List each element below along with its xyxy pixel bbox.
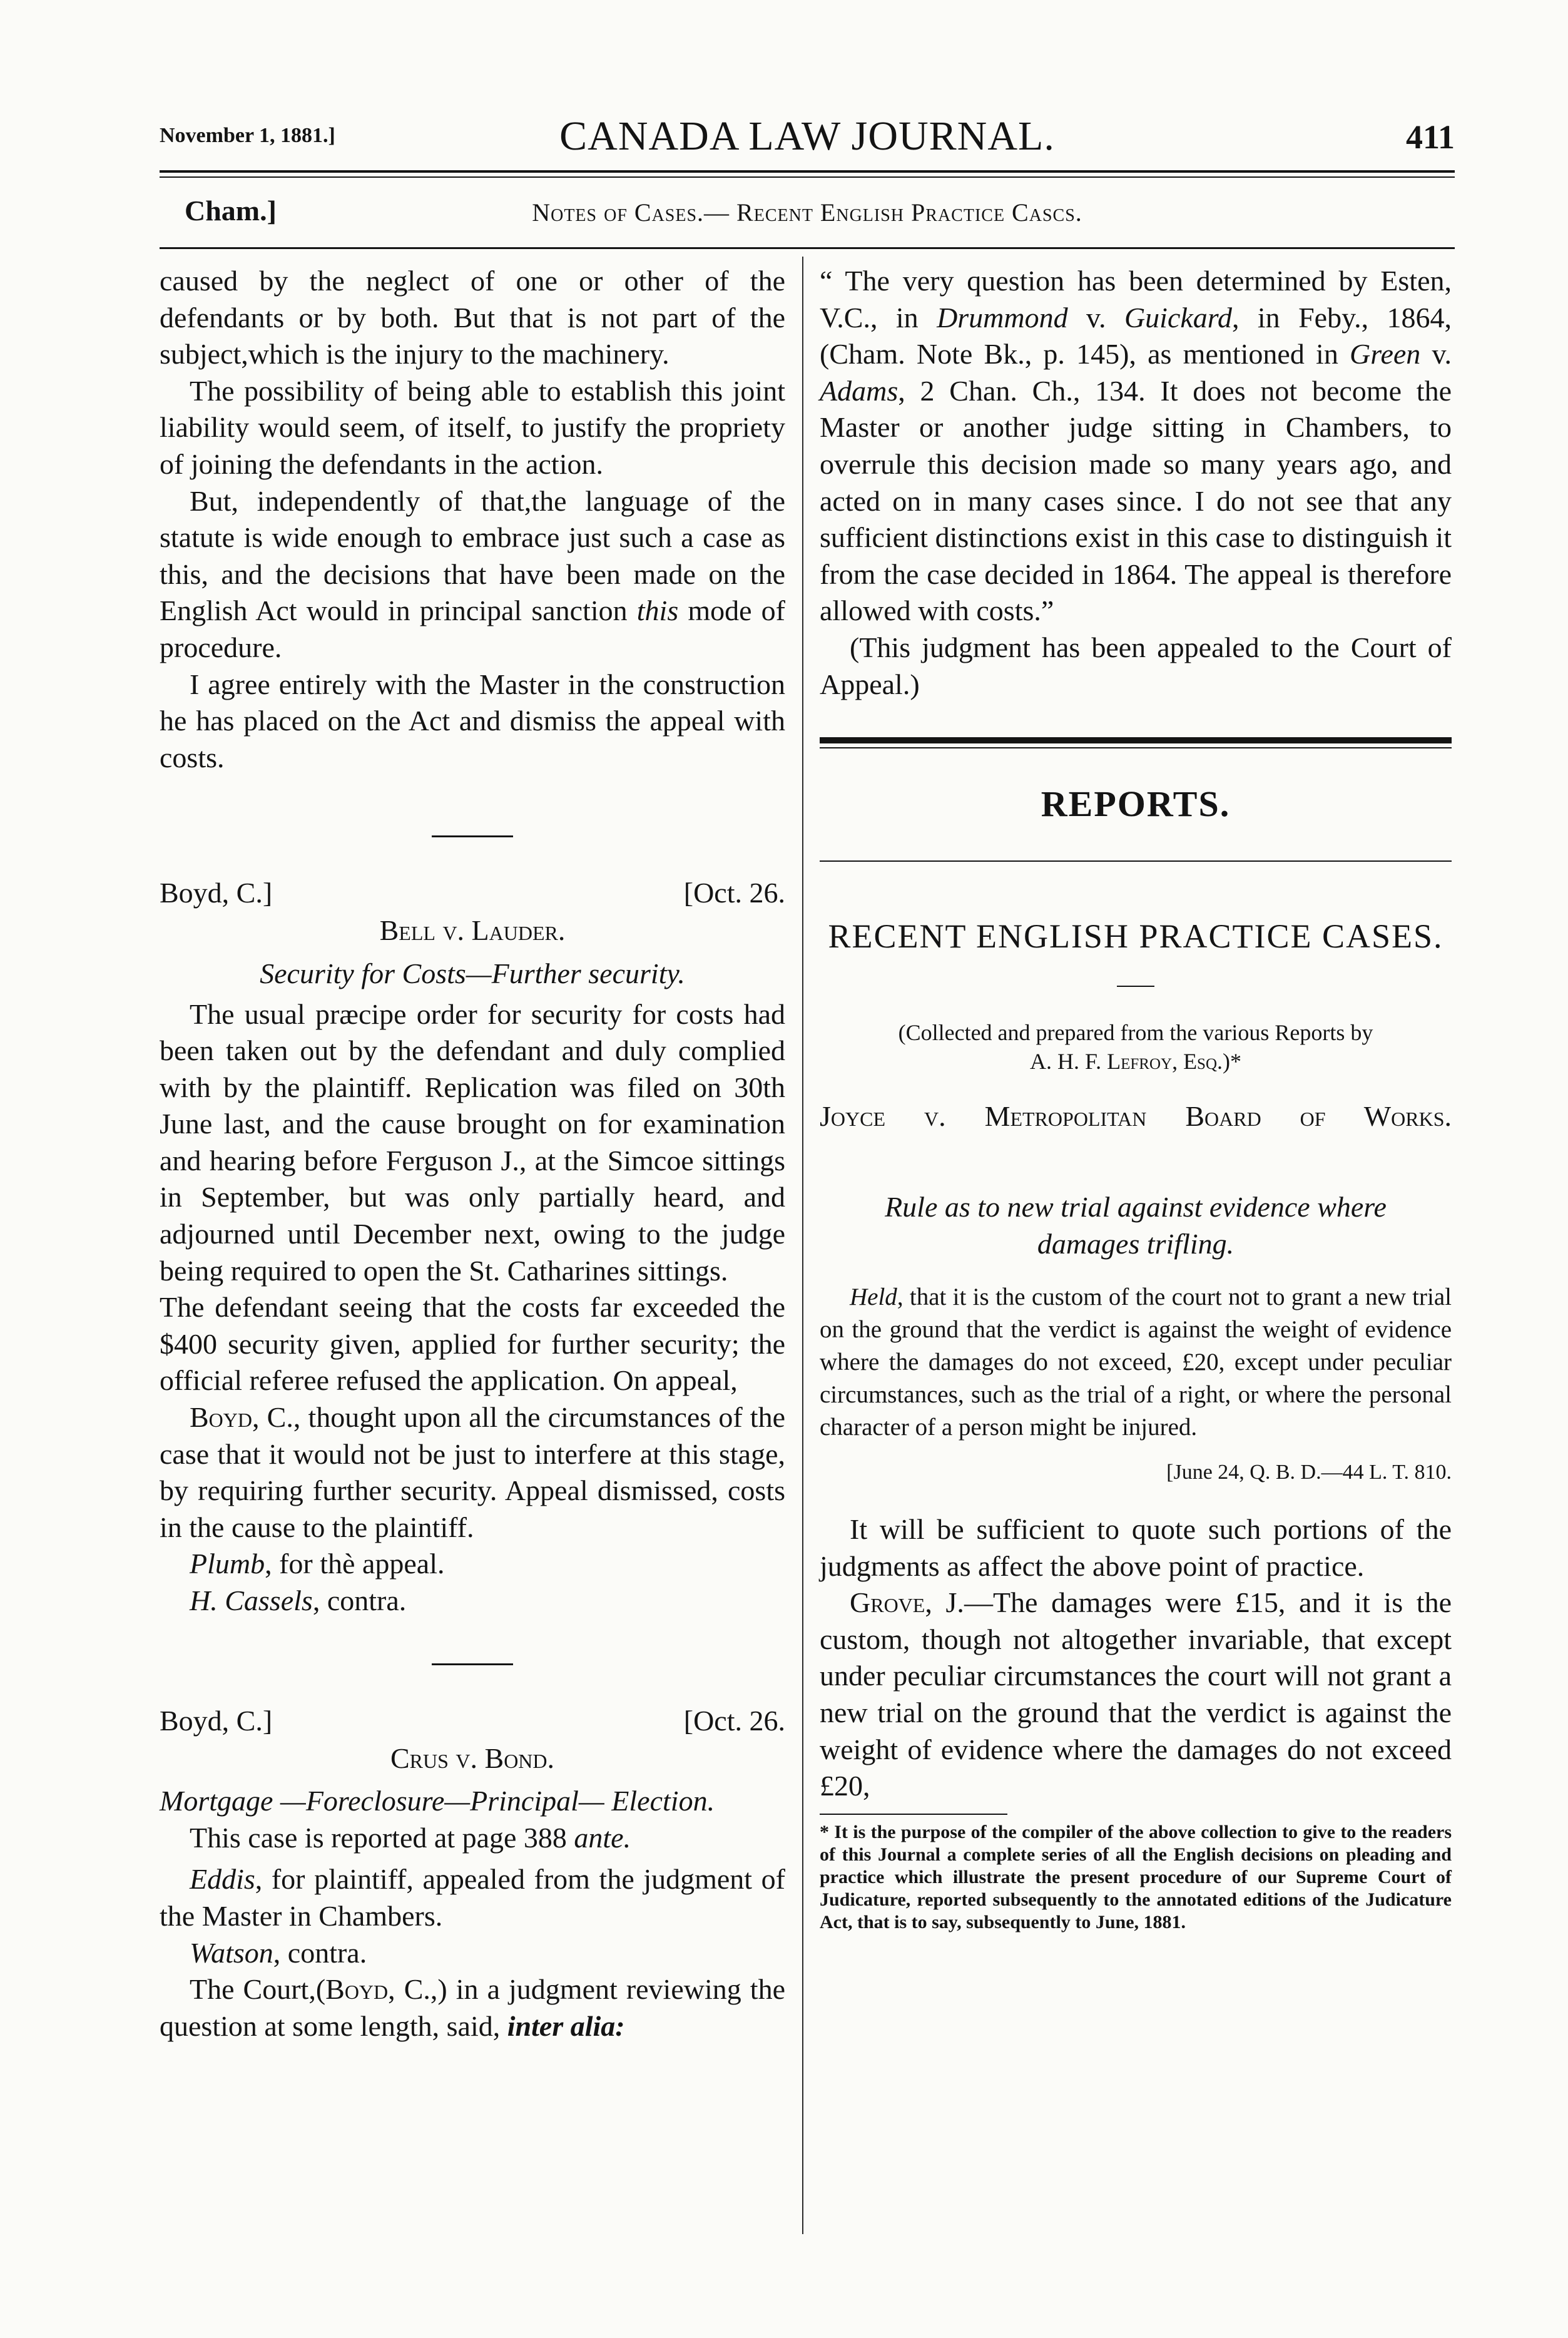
paragraph: The defendant seeing that the costs far exceeded the $400 security given, applied for further security; the official referee refused the application. On appeal, [160,1291,785,1397]
case-date: [Oct. 26. [683,877,785,909]
head-rule-thick [160,170,1455,173]
counsel-name: Watson [190,1936,273,1969]
text: But, independently of that,the language of the statute is wide enough to embrace just such a case as this, and the decisions that have been made on the English Act would in principal sanction [160,484,785,627]
text: This case is reported at page 388 [190,1821,574,1854]
collected-note: (Collected and prepared from the various Reports by [898,1020,1373,1046]
text: “ The very question has been determined by Esten, V.C., in [820,265,1452,334]
running-head [160,113,1455,163]
judge-name: Boyd, C. [190,1401,293,1434]
italic-text: this [636,595,679,627]
paragraph: I agree entirely with the Master in the construction he has placed on the Act and dismiss the appeal with costs. [160,668,785,773]
counsel-name: Eddis [190,1863,255,1896]
text: v. [1420,338,1452,370]
text: , for thè appeal. [265,1548,445,1580]
held-label: Held [850,1284,897,1311]
paragraph [160,1399,785,1546]
text: , contra. [312,1585,407,1616]
paragraph: It will be sufficient to quote such portions of the judgments as affect the above point of practice. [820,1513,1452,1582]
quotation [820,263,1452,630]
paragraph: The possibility of being able to establish this joint liability would seem, of itself, to justify the propriety of joining the defendants in the action. [160,374,785,480]
paragraph: The usual præcipe order for security for costs had been taken out by the defendant and duly complied with by the plaintiff. Replication was filed on 30th June last, and the cause brought on for examination and hearing before Ferguson J., at the Simcoe sittings in September, but was only partially heard, and adjourned until December next, owing to the judge being required to open the St. Catharines sittings. [160,998,785,1287]
counsel-line [160,1583,785,1620]
paragraph [820,1585,1452,1805]
case-title: Bell v. Lauder. [379,914,566,947]
right-column [820,263,1452,1934]
paragraph [160,483,785,666]
text: , in Feby., 1864, (Cham. Note Bk., p. 145), as mentioned in [820,301,1452,370]
column-divider [802,257,803,2234]
collected-author: A. H. F. Lefroy, Esq.)* [1029,1049,1242,1075]
text: mode of procedure. [160,595,785,663]
double-rule-thick [820,737,1452,743]
citation: [June 24, Q. B. D.—44 L. T. 810. [1166,1461,1452,1484]
case-headnote: Mortgage —Foreclosure—Principal— Election. [160,1785,715,1817]
paragraph: (This judgment has been appealed to the Court of Appeal.) [820,631,1452,700]
issue-date: November 1, 1881.] [160,124,335,147]
counsel-line [160,1546,785,1583]
judge-name: Grove, J. [850,1586,964,1619]
italic-text: ante. [574,1821,631,1854]
court-label: Cham.] [185,195,277,227]
section-title: Notes of Cases.— Recent English Practice Cascs. [532,198,1082,227]
paragraph [160,1861,785,1934]
counsel-name: H. Cassels [190,1585,313,1616]
text: , thought upon all the circumstances of the case that it would not be just to interfere at this stage, by requiring further security. Appeal dismissed, costs in the cause to the plaintiff. [160,1401,785,1543]
paragraph [160,1971,785,2044]
counsel-line [160,1935,785,1972]
case-name: Guickard [1124,301,1232,334]
text: , for plaintiff, appealed from the judgment of the Master in Chambers. [160,1863,785,1932]
held-paragraph [820,1281,1452,1444]
italic-text: inter alia: [507,2009,625,2042]
left-column [160,263,785,2044]
text: —The damages were £15, and it is the custom, though not altogether invariable, that except under peculiar circumstances the court will not grant a new trial on the ground that the verdict is against the weight of evidence where the damages do not exceed £20, [820,1586,1452,1802]
head-rule-thin [160,176,1455,178]
judge-label: Boyd, C.] [160,877,273,909]
text: , that it is the custom of the court not to grant a new trial on the ground that the verdict is against the weight of evidence where the damages do not exceed, £20, except under peculiar circumstances, such as the trial of a right, or where the personal character of a person might be injured. [820,1284,1452,1441]
reports-heading: REPORTS. [1041,784,1231,825]
text: The Court,( [190,1973,326,2006]
page-number: 411 [1405,118,1455,156]
judge-label: Boyd, C.] [160,1704,273,1737]
case-title: Joyce v. Metropolitan Board of Works. [820,1100,1452,1133]
case-name: Adams [820,374,899,407]
text: v. [1067,301,1124,334]
case-date: [Oct. 26. [683,1704,785,1737]
case-name: Drummond [937,301,1068,334]
case-rule: Rule as to new trial against evidence where damages trifling. [885,1190,1387,1260]
case-name: Green [1350,338,1421,370]
counsel-name: Plumb [190,1548,265,1580]
series-title: RECENT ENGLISH PRACTICE CASES. [828,917,1443,955]
text: , contra. [273,1936,367,1969]
journal-title: CANADA LAW JOURNAL. [559,113,1055,159]
case-line [160,1703,785,1740]
paragraph [160,1820,785,1857]
case-title: Crus v. Bond. [390,1742,555,1774]
section-rule [160,247,1455,249]
text: , 2 Chan. Ch., 134. It does not become the Master or another judge sitting in Chambers, to overrule this decision made so many years ago, and acted on in many cases since. I do not see that any sufficient distinctions exist in this case to distinguish it from the case decided in 1864. The appeal is therefore allowed with costs.” [820,374,1452,627]
judge-name: Boyd, C. [325,1973,430,2006]
case-line [160,875,785,912]
case-headnote: Security for Costs—Further security. [260,957,685,989]
footnote: * It is the purpose of the compiler of the above collection to give to the readers of this Journal a complete series of all the English decisions on pleading and practice which illustrate the present procedure of our Supreme Court of Judicature, reported subsequently to the annotated editions of the Judicature Act, that is to say, subsequently to June, 1881. [820,1821,1452,1932]
paragraph: caused by the neglect of one or other of the defendants or by both. But that is not part of the subject,which is the injury to the machinery. [160,265,785,370]
section-head [160,194,1455,232]
text: ,) in a judgment reviewing the question at some length, said, [160,1973,785,2042]
